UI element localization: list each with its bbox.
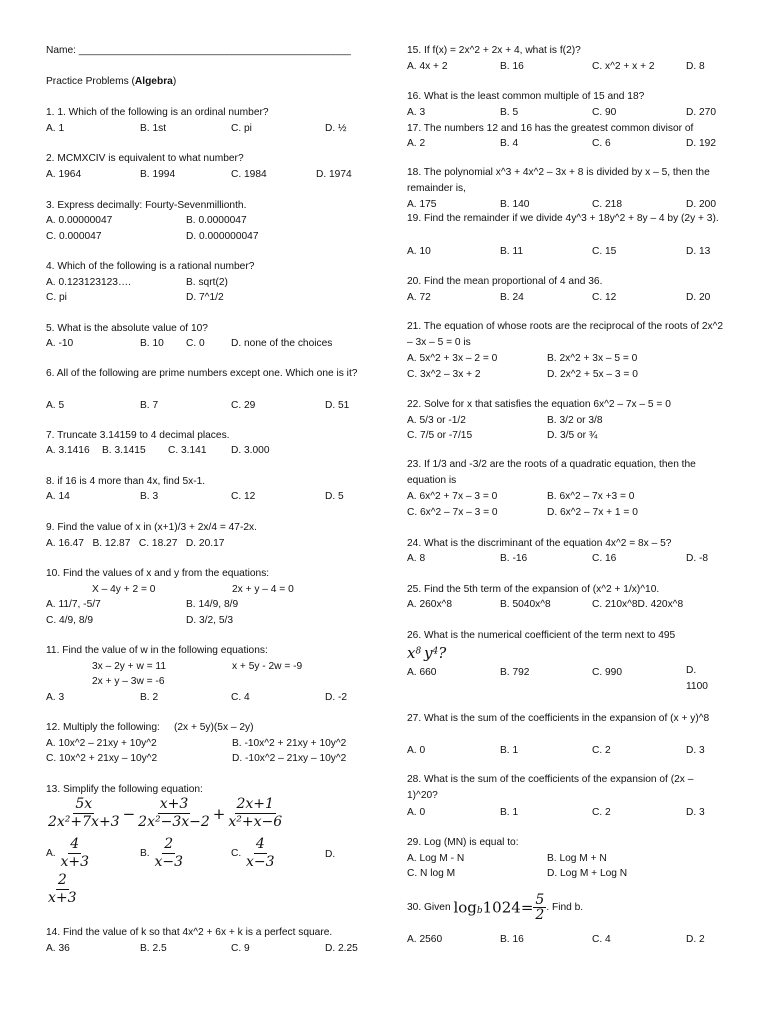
q18-stem: 18. The polynomial x^3 + 4x^2 – 3x + 8 is divided by x – 5, then the remainder is, — [407, 167, 710, 194]
q11-choice-c[interactable]: C. 4 — [231, 692, 250, 703]
q10-choice-a[interactable]: A. 11/7, -5/7 — [46, 599, 101, 610]
q14-choice-a[interactable]: A. 36 — [46, 943, 70, 954]
q11-eq2: x + 5y - 2w = -9 — [232, 661, 303, 672]
q7-choice-b[interactable]: B. 3.1415 — [102, 445, 146, 456]
q11-choice-d[interactable]: D. -2 — [325, 692, 348, 703]
q13-choice-d[interactable]: $\frac{2}{x+3}$ — [48, 872, 77, 906]
q7-choice-d[interactable]: D. 3.000 — [231, 445, 270, 456]
q20-choice-c[interactable]: C. 12 — [592, 292, 617, 303]
q21-choice-a[interactable]: A. 5x^2 + 3x – 2 = 0 — [407, 353, 498, 364]
q12-choice-a[interactable]: A. 10x^2 – 21xy + 10y^2 — [46, 738, 157, 749]
q9-choices[interactable]: A. 16.47 B. 12.87 C. 18.27 D. 20.17 — [46, 538, 225, 549]
q24-stem: 24. What is the discriminant of the equation 4x^2 = 8x – 5? — [407, 538, 672, 549]
q15-choice-d[interactable]: D. 8 — [686, 61, 705, 72]
q15-choice-b[interactable]: B. 16 — [500, 61, 524, 72]
q26-choice-c[interactable]: C. 990 — [592, 667, 623, 678]
q8-choice-c[interactable]: C. 12 — [231, 491, 256, 502]
q22-choice-a[interactable]: A. 5/3 or -1/2 — [407, 415, 466, 426]
q13-choice-a[interactable]: A. $\frac{4}{x+3}$ — [46, 836, 90, 870]
q22-choice-d[interactable]: D. 3/5 or ¾ — [547, 430, 598, 441]
q5-choice-b[interactable]: B. 10 — [140, 338, 164, 349]
q5-choice-a[interactable]: A. -10 — [46, 338, 74, 349]
q19-choice-c[interactable]: C. 15 — [592, 246, 617, 257]
q25-choice-c[interactable]: C. 210x^8D. 420x^8 — [592, 599, 684, 610]
q18-choice-c[interactable]: C. 218 — [592, 199, 623, 210]
q24-choice-a[interactable]: A. 8 — [407, 553, 426, 564]
q13-term1: $\frac{5x}{\text{2x²+7x+3}}$ — [48, 796, 120, 830]
q6-choice-c[interactable]: C. 29 — [231, 400, 256, 411]
q20-choice-b[interactable]: B. 24 — [500, 292, 524, 303]
q29-choice-c[interactable]: C. N log M — [407, 868, 456, 879]
q27-choice-b[interactable]: B. 1 — [500, 745, 519, 756]
q8-choice-a[interactable]: A. 14 — [46, 491, 70, 502]
q4-choice-c[interactable]: C. pi — [46, 292, 67, 303]
q13-choice-b[interactable]: B. $\frac{2}{x-3}$ — [140, 836, 184, 870]
q26-choice-d[interactable]: D. 1100 — [686, 665, 708, 692]
q14-choice-b[interactable]: B. 2.5 — [140, 943, 167, 954]
q23-choice-c[interactable]: C. 6x^2 – 7x – 3 = 0 — [407, 507, 498, 518]
q26-choice-b[interactable]: B. 792 — [500, 667, 530, 678]
q1-choice-a[interactable]: A. 1 — [46, 123, 65, 134]
q22-stem: 22. Solve for x that satisfies the equation 6x^2 – 7x – 5 = 0 — [407, 399, 671, 410]
q11-eq3: 2x + y – 3w = -6 — [92, 676, 165, 687]
q19-choice-b[interactable]: B. 11 — [500, 246, 524, 257]
q10-eq1: X – 4y + 2 = 0 — [92, 584, 156, 595]
q13-stem: 13. Simplify the following equation: — [46, 784, 203, 795]
q26-choice-a[interactable]: A. 660 — [407, 667, 437, 678]
q21-stem: 21. The equation of whose roots are the reciprocal of the roots of 2x^2 – 3x – 5 = 0 is — [407, 321, 724, 348]
q4-choice-d[interactable]: D. 7^1/2 — [186, 292, 224, 303]
q10-eq2: 2x + y – 4 = 0 — [232, 584, 294, 595]
q23-choice-b[interactable]: B. 6x^2 – 7x +3 = 0 — [547, 491, 635, 502]
q28-stem: 28. What is the sum of the coefficients of the expansion of (2x – 1)^20? — [407, 774, 694, 801]
q6-choice-d[interactable]: D. 51 — [325, 400, 350, 411]
q13-choice-d-label[interactable]: D. — [325, 849, 336, 860]
q17-choice-d[interactable]: D. 192 — [686, 138, 717, 149]
q27-choice-a[interactable]: A. 0 — [407, 745, 426, 756]
q22-choice-b[interactable]: B. 3/2 or 3/8 — [547, 415, 603, 426]
name-line[interactable]: Name: ________________________________________________ — [46, 45, 351, 56]
q25-choice-a[interactable]: A. 260x^8 — [407, 599, 452, 610]
q14-stem: 14. Find the value of k so that 4x^2 + 6x + k is a perfect square. — [46, 927, 333, 938]
q19-stem: 19. Find the remainder if we divide 4y^3 + 18y^2 + 8y – 4 by (2y + 3). — [407, 213, 719, 224]
q23-choice-a[interactable]: A. 6x^2 + 7x – 3 = 0 — [407, 491, 498, 502]
q27-stem: 27. What is the sum of the coefficients in the expansion of (x + y)^8 — [407, 713, 710, 724]
q21-choice-c[interactable]: C. 3x^2 – 3x + 2 — [407, 369, 481, 380]
q23-choice-d[interactable]: D. 6x^2 – 7x + 1 = 0 — [547, 507, 638, 518]
q30-choice-a[interactable]: A. 2560 — [407, 934, 443, 945]
q1-stem: 1. 1. Which of the following is an ordinal number? — [46, 107, 269, 118]
q16-stem: 16. What is the least common multiple of 15 and 18? — [407, 91, 645, 102]
q2-choice-a[interactable]: A. 1964 — [46, 169, 82, 180]
q19-choice-a[interactable]: A. 10 — [407, 246, 431, 257]
q24-choice-c[interactable]: C. 16 — [592, 553, 617, 564]
q10-stem: 10. Find the values of x and y from the equations: — [46, 568, 270, 579]
q19-choice-d[interactable]: D. 13 — [686, 246, 711, 257]
q13-term2: $\frac{x+3}{\text{2x²−3x−2}}$ — [138, 796, 210, 830]
q30-stem: 30. Given $\log_b1024=$ $\frac{5}{2}$ . Find b. — [407, 892, 584, 923]
q1-choice-d[interactable]: D. ½ — [325, 123, 347, 134]
q3-choice-a[interactable]: A. 0.00000047 — [46, 215, 113, 226]
q24-choice-d[interactable]: D. -8 — [686, 553, 709, 564]
q8-stem: 8. if 16 is 4 more than 4x, find 5x-1. — [46, 476, 206, 487]
q28-choice-b[interactable]: B. 1 — [500, 807, 519, 818]
q7-choice-c[interactable]: C. 3.141 — [168, 445, 207, 456]
q16-choice-d[interactable]: D. 270 — [686, 107, 717, 118]
q14-choice-c[interactable]: C. 9 — [231, 943, 250, 954]
q10-choice-b[interactable]: B. 14/9, 8/9 — [186, 599, 239, 610]
q8-choice-d[interactable]: D. 5 — [325, 491, 344, 502]
q17-choice-b[interactable]: B. 4 — [500, 138, 519, 149]
q12-choice-b[interactable]: B. -10x^2 + 21xy + 10y^2 — [232, 738, 347, 749]
q30-choice-b[interactable]: B. 16 — [500, 934, 524, 945]
q5-choice-c[interactable]: C. 0 — [186, 338, 205, 349]
q6-choice-a[interactable]: A. 5 — [46, 400, 65, 411]
q2-choice-d[interactable]: D. 1974 — [316, 169, 352, 180]
q3-choice-d[interactable]: D. 0.000000047 — [186, 231, 259, 242]
q23-stem: 23. If 1/3 and -3/2 are the roots of a quadratic equation, then the equation is — [407, 459, 696, 486]
page-title: Practice Problems (Algebra) — [46, 76, 177, 87]
q29-choice-b[interactable]: B. Log M + N — [547, 853, 607, 864]
q17-choice-a[interactable]: A. 2 — [407, 138, 426, 149]
q11-choice-b[interactable]: B. 2 — [140, 692, 159, 703]
q14-choice-d[interactable]: D. 2.25 — [325, 943, 358, 954]
q17-stem: 17. The numbers 12 and 16 has the greatest common divisor of — [407, 123, 694, 134]
q25-choice-b[interactable]: B. 5040x^8 — [500, 599, 551, 610]
q27-choice-d[interactable]: D. 3 — [686, 745, 705, 756]
q1-choice-b[interactable]: B. 1st — [140, 123, 167, 134]
q13-term3: $\frac{2x+1}{\text{x²+x−6}}$ — [228, 796, 283, 830]
q4-stem: 4. Which of the following is a rational number? — [46, 261, 255, 272]
q12-choice-c[interactable]: C. 10x^2 + 21xy – 10y^2 — [46, 753, 158, 764]
q17-choice-c[interactable]: C. 6 — [592, 138, 611, 149]
q11-eq1: 3x – 2y + w = 11 — [92, 661, 166, 672]
q16-choice-c[interactable]: C. 90 — [592, 107, 617, 118]
q18-choice-a[interactable]: A. 175 — [407, 199, 437, 210]
q13-expression: $\frac{5x}{\text{2x²+7x+3}}$ − $\frac{x+3}{\text{2x²−3x−2}}$ + $\frac{2x+1}{\text{x²+x−6}}$ — [48, 796, 283, 830]
q24-choice-b[interactable]: B. -16 — [500, 553, 528, 564]
q21-choice-d[interactable]: D. 2x^2 + 5x – 3 = 0 — [547, 369, 638, 380]
q11-choice-a[interactable]: A. 3 — [46, 692, 65, 703]
q10-choice-c[interactable]: C. 4/9, 8/9 — [46, 615, 94, 626]
q28-choice-a[interactable]: A. 0 — [407, 807, 426, 818]
q16-choice-b[interactable]: B. 5 — [500, 107, 519, 118]
q21-choice-b[interactable]: B. 2x^2 + 3x – 5 = 0 — [547, 353, 638, 364]
q7-stem: 7. Truncate 3.14159 to 4 decimal places. — [46, 430, 230, 441]
q18-choice-d[interactable]: D. 200 — [686, 199, 717, 210]
q9-stem: 9. Find the value of x in (x+1)/3 + 2x/4 = 47-2x. — [46, 522, 257, 533]
q20-choice-a[interactable]: A. 72 — [407, 292, 431, 303]
q16-choice-a[interactable]: A. 3 — [407, 107, 426, 118]
q3-choice-b[interactable]: B. 0.0000047 — [186, 215, 247, 226]
q3-choice-c[interactable]: C. 0.000047 — [46, 231, 102, 242]
q2-stem: 2. MCMXCIV is equivalent to what number? — [46, 153, 244, 164]
q20-stem: 20. Find the mean proportional of 4 and 36. — [407, 276, 603, 287]
q26-stem: 26. What is the numerical coefficient of the term next to 495 — [407, 630, 676, 641]
q22-choice-c[interactable]: C. 7/5 or -7/15 — [407, 430, 473, 441]
q12-stem: 12. Multiply the following: (2x + 5y)(5x – 2y) — [46, 722, 254, 733]
q2-choice-c[interactable]: C. 1984 — [231, 169, 267, 180]
q15-choice-c[interactable]: C. x^2 + x + 2 — [592, 61, 655, 72]
q3-stem: 3. Express decimally: Fourty-Sevenmillionth. — [46, 200, 247, 211]
q5-stem: 5. What is the absolute value of 10? — [46, 323, 208, 334]
q26-expression: $x^8$ $y^4$? — [407, 644, 447, 662]
q6-choice-b[interactable]: B. 7 — [140, 400, 159, 411]
q12-choice-d[interactable]: D. -10x^2 – 21xy – 10y^2 — [232, 753, 347, 764]
q4-choice-a[interactable]: A. 0.123123123…. — [46, 277, 131, 288]
q1-choice-c[interactable]: C. pi — [231, 123, 252, 134]
q4-choice-b[interactable]: B. sqrt(2) — [186, 277, 228, 288]
q15-stem: 15. If f(x) = 2x^2 + 2x + 4, what is f(2)? — [407, 45, 581, 56]
q11-stem: 11. Find the value of w in the following equations: — [46, 645, 268, 656]
q29-choice-a[interactable]: A. Log M - N — [407, 853, 465, 864]
q20-choice-d[interactable]: D. 20 — [686, 292, 711, 303]
q29-stem: 29. Log (MN) is equal to: — [407, 837, 519, 848]
q13-choice-c[interactable]: C. $\frac{4}{x-3}$ — [231, 836, 275, 870]
q25-stem: 25. Find the 5th term of the expansion of (x^2 + 1/x)^10. — [407, 584, 660, 595]
q7-choice-a[interactable]: A. 3.1416 — [46, 445, 90, 456]
q30-fraction: $\frac{5}{2}$ — [535, 892, 545, 923]
q2-choice-b[interactable]: B. 1994 — [140, 169, 176, 180]
q15-choice-a[interactable]: A. 4x + 2 — [407, 61, 448, 72]
q10-choice-d[interactable]: D. 3/2, 5/3 — [186, 615, 234, 626]
q5-choice-d[interactable]: D. none of the choices — [231, 338, 333, 349]
q30-choice-c[interactable]: C. 4 — [592, 934, 611, 945]
q27-choice-c[interactable]: C. 2 — [592, 745, 611, 756]
q28-choice-d[interactable]: D. 3 — [686, 807, 705, 818]
q6-stem: 6. All of the following are prime numbers except one. Which one is it? — [46, 368, 358, 379]
q18-choice-b[interactable]: B. 140 — [500, 199, 530, 210]
q30-choice-d[interactable]: D. 2 — [686, 934, 705, 945]
q8-choice-b[interactable]: B. 3 — [140, 491, 159, 502]
q29-choice-d[interactable]: D. Log M + Log N — [547, 868, 628, 879]
q28-choice-c[interactable]: C. 2 — [592, 807, 611, 818]
